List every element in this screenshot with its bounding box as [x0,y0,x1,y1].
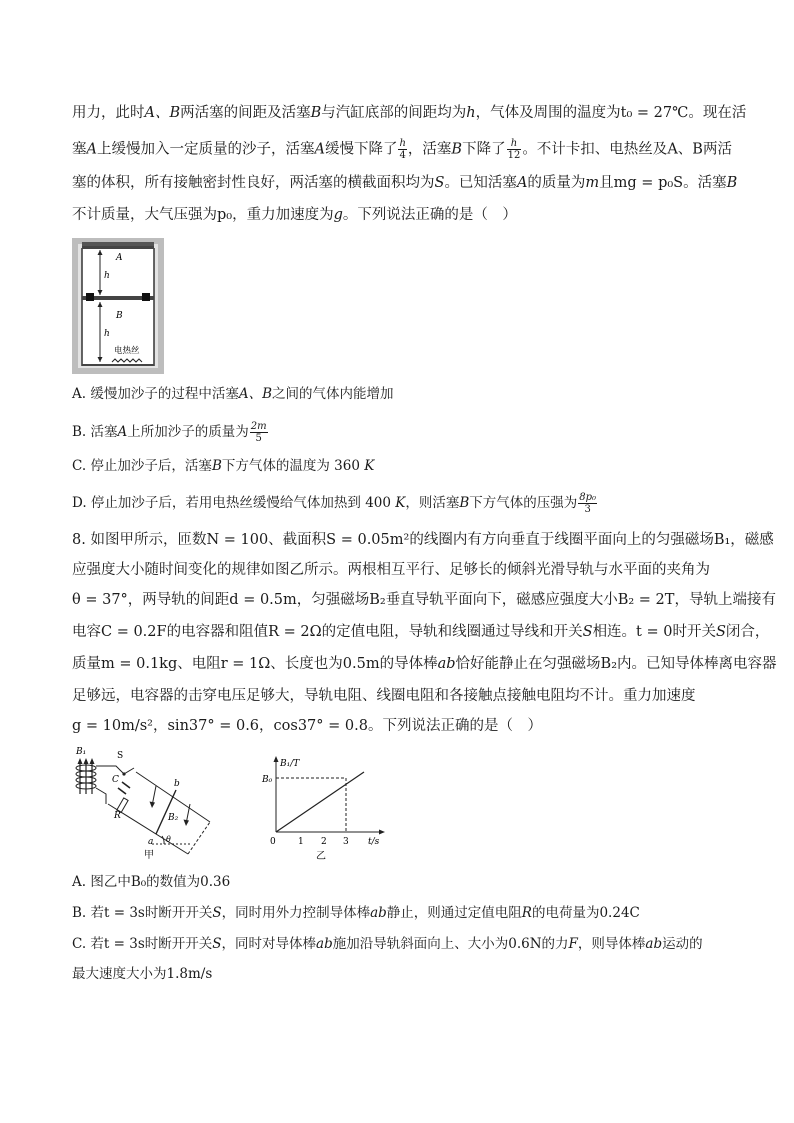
y-axis-arrow [274,756,279,762]
label-b1: B₁ [76,747,87,757]
label-b2: B₂ [168,813,179,823]
q8-option-a: A. 图乙中B₀的数值为0.36 [72,874,231,890]
label-b0: B₀ [262,775,273,785]
x-axis-arrow [379,830,385,835]
q8-line-7: g = 10m/s²，sin37° = 0.6，cos37° = 0.8。下列说法正确的是（ ） [72,718,542,734]
label-b: B [116,311,123,321]
x-axis-label: t/s [368,837,380,847]
label-h-upper: h [104,271,110,281]
tick-1: 1 [298,837,304,847]
y-axis-label: B₁/T [280,759,300,769]
caption-yi: 乙 [316,851,326,862]
q7-line-3: 塞的体积，所有接触密封性良好，两活塞的横截面积均为S。已知活塞A的质量为m且mg = p₀S。活塞B [72,175,738,191]
q8-option-c-line-1: C. 若t = 3s时断开开关S，同时对导体棒ab施加沿导轨斜面向上、大小为0.6N的力F，则导体棒ab运动的 [72,936,703,952]
q7-line-1: 用力，此时A、B两活塞的间距及活塞B与汽缸底部的间距均为h，气体及周围的温度为t₀ = 27℃。现在活 [72,105,747,121]
q7-option-d: D. 停止加沙子后，若用电热丝缓慢给气体加热到 400 K，则活塞B下方气体的压强为 $\frac{\text{8p₀}}{3}$ [72,492,597,515]
q7-line-4: 不计质量，大气压强为p₀，重力加速度为g。下列说法正确的是（ ） [72,207,517,223]
label-switch-s: S [117,751,124,761]
b-t-line [276,772,364,832]
q8-option-b: B. 若t = 3s时断开开关S，同时用外力控制导体棒ab静止，则通过定值电阻R的电荷量为0.24C [72,905,640,921]
fraction-h-over-12: $\frac{h}{12}$ [507,138,521,161]
q8-line-5: 质量m = 0.1kg、电阻r = 1Ω、长度也为0.5m的导体棒ab恰好能静止在匀强磁场B₂内。已知导体棒离电容器 [72,656,777,672]
label-h-lower: h [104,329,110,339]
q7-line-2: 塞A上缓慢加入一定质量的沙子，活塞A缓慢下降了 $\frac{h}{4}$ ，活塞B下降了 $\frac{h}{12}$ 。不计卡扣、电热丝及A、B两活 [72,138,732,161]
fraction-2m-over-5: $\frac{2m}{5}$ [250,421,267,444]
tick-3: 3 [343,837,349,847]
caption-jia: 甲 [144,850,154,861]
tick-2: 2 [321,837,327,847]
q7-option-c: C. 停止加沙子后，活塞B下方气体的温度为 360 K [72,458,375,474]
label-a: A [116,253,123,263]
q8-option-c-line-2: 最大速度大小为1.8m/s [72,966,213,982]
q8-line-3: θ = 37°，两导轨的间距d = 0.5m，匀强磁场B₂垂直导轨平面向下，磁感应强度大小B₂ = 2T，导轨上端接有 [72,592,776,608]
latch-right [142,293,150,301]
latch-left [86,293,94,301]
q7-option-b: B. 活塞A上所加沙子的质量为 $\frac{2m}{5}$ [72,421,267,444]
label-rod-a: a [148,837,154,847]
q8-line-1: 8. 如图甲所示，匝数N = 100、截面积S = 0.05m²的线圈内有方向垂直于线圈平面向上的匀强磁场B₁，磁感 [72,532,774,548]
tick-0: 0 [270,837,276,847]
heater-label: 电热丝 [114,346,140,356]
q7-option-a: A. 缓慢加沙子的过程中活塞A、B之间的气体内能增加 [72,386,394,402]
cylinder-figure [72,238,164,374]
fraction-h-over-4: $\frac{h}{4}$ [399,138,406,161]
piston-a [82,246,154,249]
fraction-8p0-over-3: $\frac{\text{8p₀}}{3}$ [579,492,597,515]
label-rod-b: b [174,779,180,789]
q8-line-6: 足够远，电容器的击穿电压足够大，导轨电阻、线圈电阻和各接触点接触电阻均不计。重力加速度 [72,688,696,704]
label-theta: θ [166,835,171,844]
figure-yi [258,756,398,864]
figure-jia [72,744,222,862]
q8-line-2: 应强度大小随时间变化的规律如图乙所示。两根相互平行、足够长的倾斜光滑导轨与水平面的夹角为 [72,562,710,578]
q8-line-4: 电容C = 0.2F的电容器和阻值R = 2Ω的定值电阻，导轨和线圈通过导线和开关S相连。t = 0时开关S闭合， [72,624,770,640]
label-c: C [112,775,119,785]
label-r: R [114,811,121,821]
